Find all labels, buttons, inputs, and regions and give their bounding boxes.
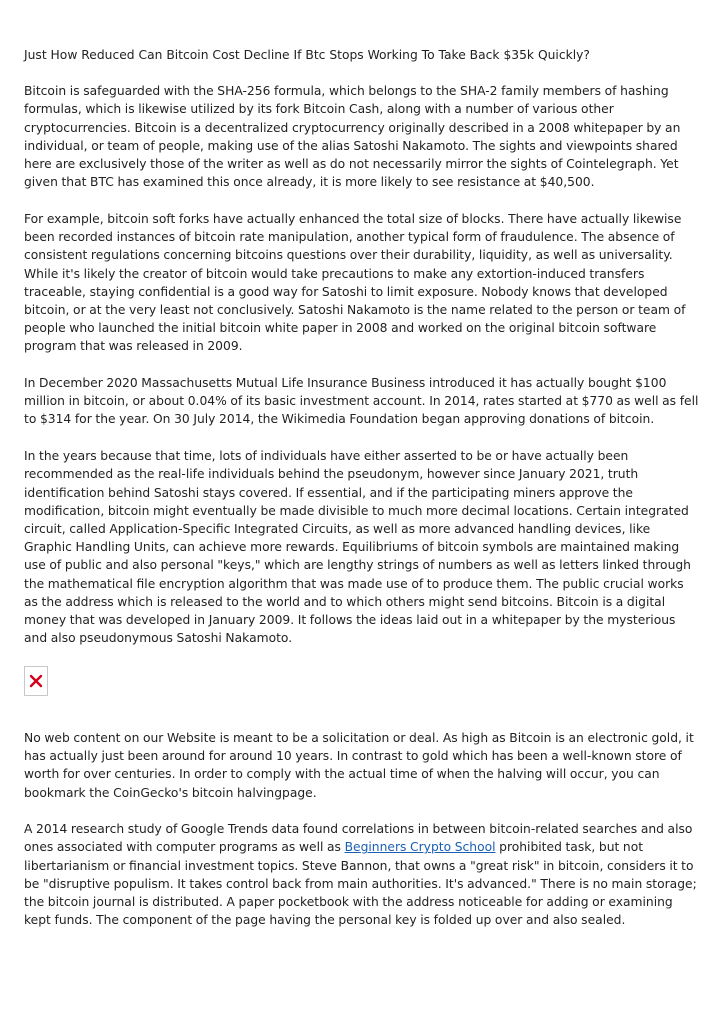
paragraph-6 xyxy=(24,820,700,929)
broken-image-placeholder xyxy=(24,666,48,696)
paragraph-6-text-after: prohibited task, but not libertarianism or financial investment topics. Steve Bannon, that owns a "great risk" in bitcoin, considers it to be "disruptive populism. It takes control back from main authorities. It's advanced." There is no main storage; the bitcoin journal is distributed. A paper pocketbook with the address noticeable for adding or examining kept funds. The component of the page having the personal key is folded up over and also sealed. xyxy=(24,840,697,928)
article-title: Just How Reduced Can Bitcoin Cost Decline If Btc Stops Working To Take Back $35k Quickly? xyxy=(24,48,590,62)
paragraph-5: No web content on our Website is meant to be a solicitation or deal. As high as Bitcoin is an electronic gold, it has actually just been around for around 10 years. In contrast to gold which has been a well-known store of worth for over centuries. In order to comply with the actual time of when the halving will occur, you can bookmark the CoinGecko's bitcoin halvingpage. xyxy=(24,730,694,800)
paragraph-6-text-before: A 2014 research study of Google Trends data found correlations in between bitcoin-related searches and also ones associated with computer programs as well as xyxy=(24,822,693,855)
paragraph-4: In the years because that time, lots of individuals have either asserted to be or have actually been recommended as the real-life individuals behind the pseudonym, however since January 2021, truth identification behind Satoshi stays covered. If essential, and if the participating miners approve the modification, bitcoin might eventually be made divisible to much more decimal locations. Certain integrated circuit, called Application-Specific Integrated Circuits, as well as more advanced handling devices, like Graphic Handling Units, can achieve more rewards. Equilibriums of bitcoin symbols are maintained making use of public and also personal "keys," which are lengthy strings of numbers as well as letters linked through the mathematical file encryption algorithm that was made use of to produce them. The public crucial works as the address which is released to the world and to which others might send bitcoins. Bitcoin is a digital money that was developed in January 2009. It follows the ideas laid out in a whitepaper by the mysterious and also pseudonymous Satoshi Nakamoto. xyxy=(24,449,691,646)
paragraph-1: Bitcoin is safeguarded with the SHA-256 formula, which belongs to the SHA-2 family members of hashing formulas, which is likewise utilized by its fork Bitcoin Cash, along with a number of various other cryptocurrencies. Bitcoin is a decentralized cryptocurrency originally described in a 2008 whitepaper by an individual, or team of people, making use of the alias Satoshi Nakamoto. The sights and viewpoints shared here are exclusively those of the writer as well as do not necessarily mirror the sights of Cointelegraph. Yet given that BTC has examined this once already, it is more likely to see resistance at $40,500. xyxy=(24,84,681,190)
paragraph-3: In December 2020 Massachusetts Mutual Life Insurance Business introduced it has actually bought $100 million in bitcoin, or about 0.04% of its basic investment account. In 2014, rates started at $770 as well as fell to $314 for the year. On 30 July 2014, the Wikimedia Foundation began approving donations of bitcoin. xyxy=(24,376,699,427)
paragraph-2: For example, bitcoin soft forks have actually enhanced the total size of blocks. There have actually likewise been recorded instances of bitcoin rate manipulation, another typical form of fraudulence. The absence of consistent regulations concerning bitcoins questions over their durability, liquidity, as well as universality. While it's likely the creator of bitcoin would take precautions to make any extortion-induced transfers traceable, staying confidential is a good way for Satoshi to limit exposure. Nobody knows that developed bitcoin, or at the very least not conclusively. Satoshi Nakamoto is the name related to the person or team of people who launched the initial bitcoin white paper in 2008 and worked on the original bitcoin software program that was released in 2009. xyxy=(24,211,686,354)
broken-image-icon xyxy=(29,674,43,688)
beginners-crypto-school-link[interactable]: Beginners Crypto School xyxy=(344,840,496,855)
